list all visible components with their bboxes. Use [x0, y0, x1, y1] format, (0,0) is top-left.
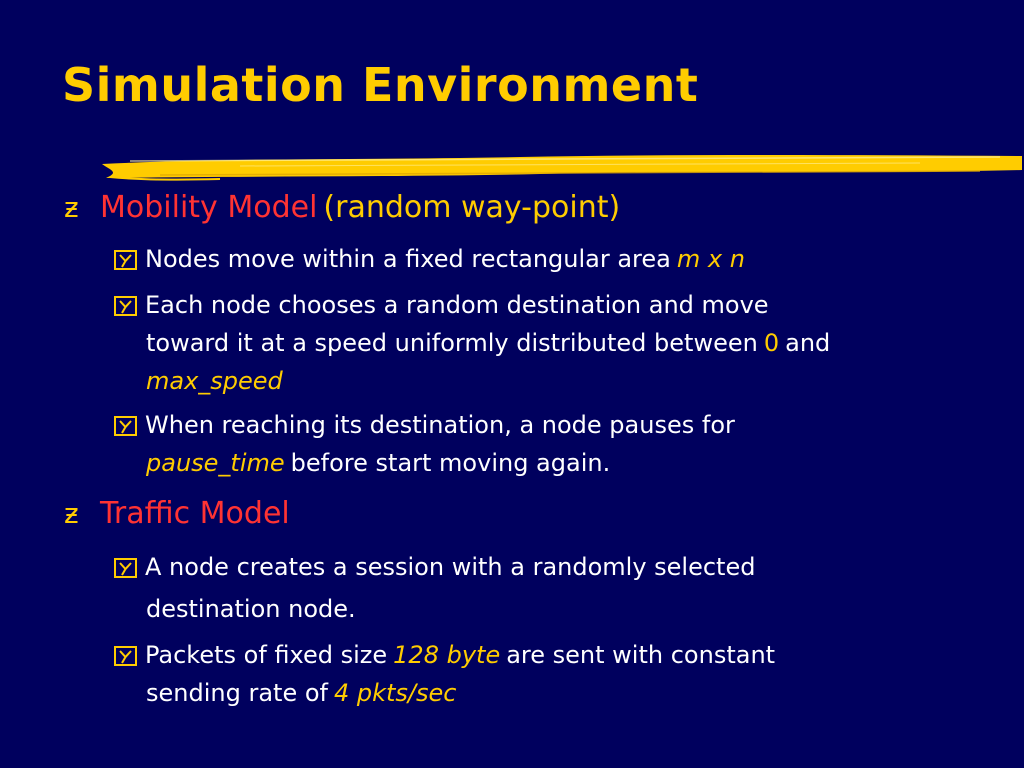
checkbox-y-bullet-icon — [114, 416, 137, 436]
list-item — [114, 406, 914, 482]
heading-text: Traffic Model — [100, 496, 290, 531]
item-highlight: 128 byte — [393, 641, 501, 669]
checkbox-y-bullet-icon — [114, 646, 137, 666]
list-item — [114, 240, 914, 278]
item-text: Nodes move within a fixed rectangular area — [145, 245, 671, 273]
item-text: Packets of fixed size — [145, 641, 388, 669]
heading-text: Mobility Model — [100, 190, 318, 225]
item-highlight: m x n — [676, 245, 745, 273]
item-text: before start moving again. — [290, 449, 611, 477]
item-text: When reaching its destination, a node pauses for — [145, 411, 735, 439]
list-item — [114, 286, 914, 400]
checkbox-y-bullet-icon — [114, 296, 137, 316]
list-item — [114, 546, 914, 630]
checkbox-y-bullet-icon — [114, 250, 137, 270]
item-text: toward it at a speed uniformly distributed between — [146, 329, 758, 357]
item-highlight: 0 — [763, 329, 780, 357]
slide-title: Simulation Environment — [62, 58, 699, 112]
z-bullet-icon: ƶ — [64, 191, 79, 224]
heading-paren: (random way-point) — [323, 190, 621, 225]
item-highlight: pause_time — [146, 449, 285, 477]
item-text: destination node. — [146, 595, 356, 623]
item-highlight: max_speed — [146, 367, 283, 395]
item-highlight: 4 pkts/sec — [333, 679, 457, 707]
item-text: Each node chooses a random destination and move — [145, 291, 769, 319]
item-text: and — [785, 329, 831, 357]
section-heading-traffic — [64, 496, 290, 531]
z-bullet-icon: ƶ — [64, 497, 79, 530]
list-item — [114, 636, 914, 712]
checkbox-y-bullet-icon — [114, 558, 137, 578]
item-text: sending rate of — [146, 679, 328, 707]
section-heading-mobility — [64, 190, 620, 225]
item-text: A node creates a session with a randomly selected — [145, 553, 756, 581]
item-text: are sent with constant — [506, 641, 776, 669]
